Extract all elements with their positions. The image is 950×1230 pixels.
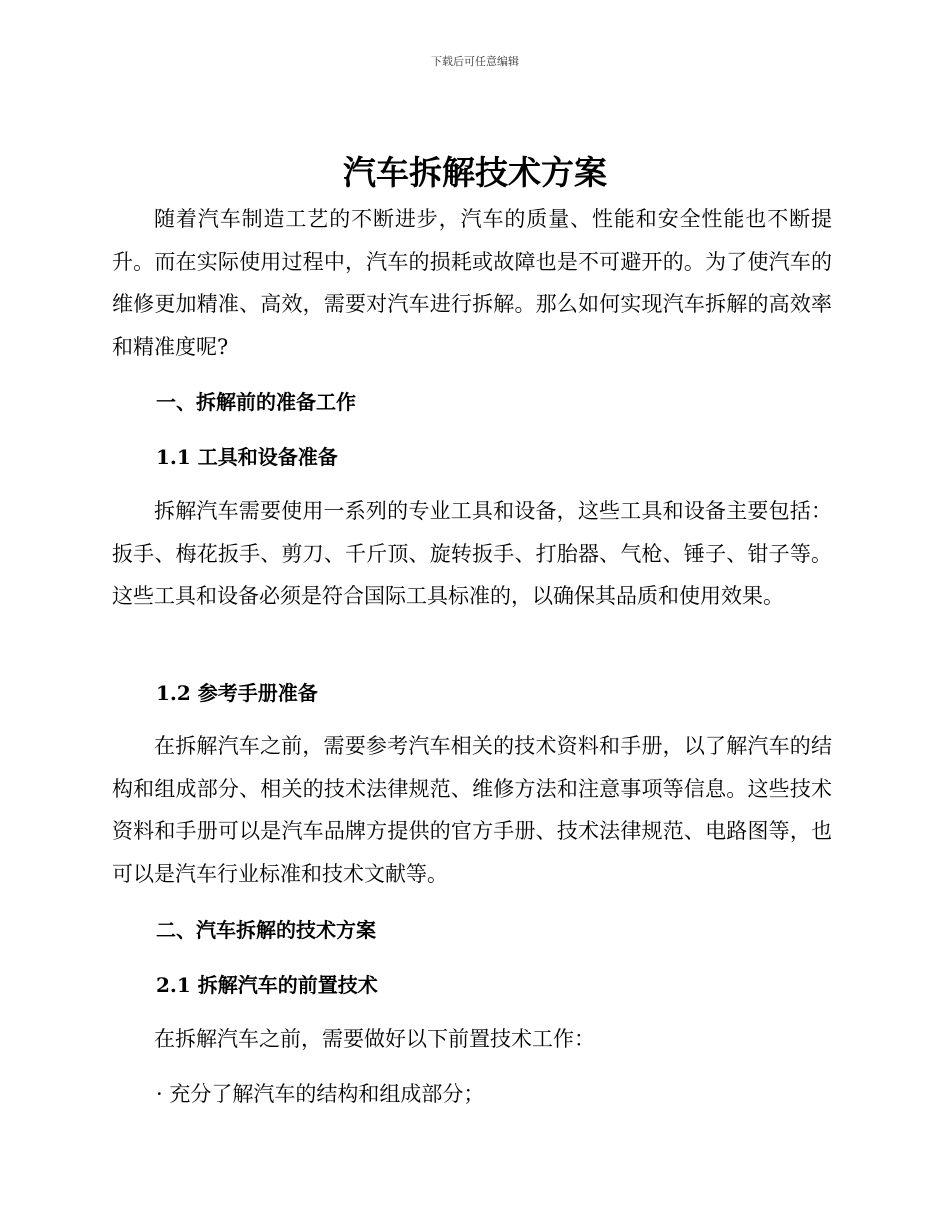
header-note: 下载后可任意编辑 [431,55,519,68]
list-item: · 充分了解汽车的结构和组成部分； [156,1082,485,1106]
subsection-heading-1-1: 1.1 工具和设备准备 [156,445,338,469]
intro-paragraph: 随着汽车制造工艺的不断进步，汽车的质量、性能和安全性能也不断提升。而在实际使用过程中，汽车的损耗或故障也是不可避开的。为了使汽车的维修更加精准、高效，需要对汽车进行拆解。那么如何实现汽车拆解的高效率和精准度呢? [112,207,832,359]
section-heading-1: 一、拆解前的准备工作 [156,390,356,414]
section-heading-2: 二、汽车拆解的技术方案 [156,918,376,942]
document-title: 汽车拆解技术方案 [343,153,607,192]
pre-tech-paragraph: 在拆解汽车之前，需要做好以下前置技术工作： [154,1027,595,1051]
manual-paragraph: 在拆解汽车之前，需要参考汽车相关的技术资料和手册，以了解汽车的结构和组成部分、相关的技术法律规范、维修方法和注意事项等信息。这些技术资料和手册可以是汽车品牌方提供的官方手册、技术法律规范、电路图等，也可以是汽车行业标准和技术文献等。 [112,734,832,886]
tools-paragraph: 拆解汽车需要使用一系列的专业工具和设备，这些工具和设备主要包括：扳手、梅花扳手、剪刀、千斤顶、旋转扳手、打胎器、气枪、锤子、钳子等。这些工具和设备必须是符合国际工具标准的，以确保其品质和使用效果。 [112,499,832,608]
subsection-heading-1-2: 1.2 参考手册准备 [156,681,318,705]
subsection-heading-2-1: 2.1 拆解汽车的前置技术 [156,973,378,997]
